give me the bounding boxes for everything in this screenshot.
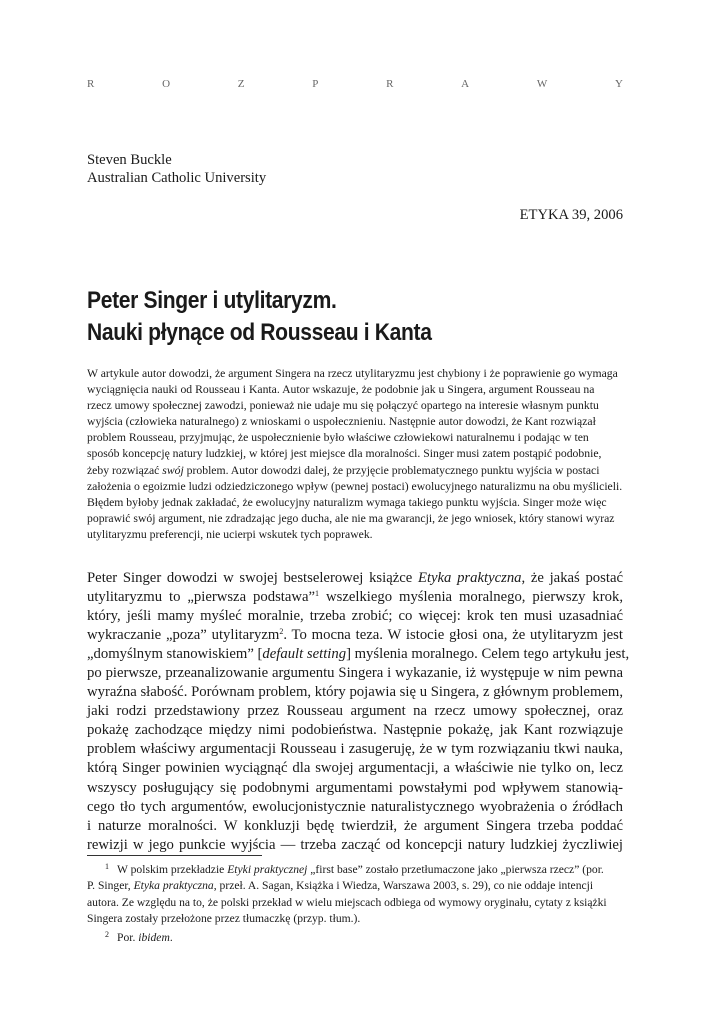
- author-block: [87, 151, 266, 187]
- abstract-line: [87, 463, 623, 479]
- body-line: pokażę zachodzące między nimi podobieństwa. Następnie pokażę, jak Kant rozwiązuje: [87, 722, 623, 739]
- footnote-emphasis: Etyki praktycznej: [227, 863, 308, 876]
- book-title: Etyka praktyczna: [417, 570, 522, 586]
- body-line: który, jeśli mamy myśleć moralnie, trzeba zrobić; co więcej: krok ten musi uzasadniać: [87, 608, 623, 625]
- footnote-number: 1: [105, 862, 109, 871]
- abstract-text: problem. Autor dowodzi dalej, że przyjęcie problematycznego punktu wyjścia w postaci: [183, 463, 600, 477]
- abstract-line: wyjścia (człowieka naturalnego) z wnioskami o uspołecznieniu. Następnie autor dowodzi, że Kant rozwiązał: [87, 415, 596, 429]
- body-text: utylitaryzmu to „pierwsza podstawa”: [87, 589, 316, 606]
- footnote-emphasis: ibidem: [138, 931, 170, 945]
- running-head-letter: W: [536, 78, 548, 90]
- abstract-line: sposób koncepcję natury ludzkiej, w której jest miejsce dla moralności. Singer musi zatem postąpić podobnie,: [87, 447, 602, 461]
- footnote-line: [87, 927, 623, 946]
- body-line: [87, 645, 630, 664]
- body-line: cego tło tych argumentów, ewolucjonistycznie naturalistycznego wyobrażenia o źródłach: [87, 798, 623, 815]
- body-line: wszyscy posługujący się podobnymi argumentami powstałymi pod wpływem stanowią-: [87, 779, 623, 796]
- footnote-divider: [87, 855, 262, 856]
- running-head-letter: R: [386, 78, 394, 90]
- running-head-letter: R: [87, 78, 95, 90]
- footnote-text: Por.: [117, 931, 139, 945]
- body-text: ] myślenia moralnego. Celem tego artykułu jest,: [346, 646, 630, 663]
- title-line: Nauki płynące od Rousseau i Kanta: [87, 319, 432, 346]
- author-name: Steven Buckle: [87, 152, 172, 168]
- footnote-text: , przeł. A. Sagan, Książka i Wiedza, Warszawa 2003, s. 29), co nie oddaje intencji: [213, 879, 594, 893]
- body-line: [87, 626, 623, 645]
- body-line: problem właściwy argumentacji Rousseau i zasugeruję, że w tym rozwiązaniu tkwi nauka,: [87, 741, 623, 758]
- footnote-line: autora. Ze względu na to, że polski przekład w wielu miejscach odbiega od wymowy oryginału, cytaty z książki: [87, 895, 607, 909]
- footnote-text: W polskim przekładzie: [117, 863, 228, 876]
- running-head-letter: P: [312, 78, 319, 90]
- footnote-line: [87, 878, 623, 894]
- footnotes: [87, 859, 623, 946]
- journal-reference: ETYKA 39, 2006: [519, 207, 623, 223]
- footnote-number: 2: [105, 930, 109, 940]
- footnote-text: „first base” zostało przetłumaczone jako „pierwsza rzecz” (por.: [307, 863, 604, 876]
- abstract-line: W artykule autor dowodzi, że argument Singera na rzecz utylitaryzmu jest chybiony i że poprawienie go wymaga: [87, 367, 618, 380]
- abstract-text: żeby rozwiązać: [87, 463, 163, 477]
- running-head-letter: O: [162, 78, 171, 90]
- body-paragraph: [87, 569, 630, 855]
- title-line: Peter Singer i utylitaryzm.: [87, 287, 337, 314]
- body-text: . To mocna teza. W istocie głosi ona, że utylitaryzm jest: [283, 627, 623, 644]
- body-line: [87, 569, 623, 588]
- body-line: i naturze moralności. W konkluzji będę twierdził, że argument Singera trzeba poddać: [87, 817, 623, 834]
- body-line: po pierwsze, przeanalizowanie argumentu Singera i wykazanie, iż występuje w nim pewna: [87, 665, 623, 682]
- body-text: Peter Singer dowodzi w swojej bestselerowej książce: [87, 570, 418, 586]
- abstract-line: Błędem byłoby jednak zakładać, że ewolucyjny naturalizm wymaga takiego punktu wyjścia. Singer może więc: [87, 495, 607, 509]
- body-line: którą Singer powinien wyciągnąć dla swojej argumentacji, a właściwie nie tylko on, lecz: [87, 760, 623, 777]
- abstract-line: utylitaryzmu preferencji, nie ucierpi wskutek tych poprawek.: [87, 527, 373, 541]
- footnote-ref[interactable]: 2: [279, 627, 284, 637]
- body-text: , że jakaś postać: [521, 570, 623, 586]
- article-title: [87, 285, 551, 349]
- body-text: wszelkiego myślenia moralnego, pierwszy krok,: [319, 589, 623, 606]
- footnote-ref[interactable]: 1: [315, 589, 320, 599]
- author-affiliation: Australian Catholic University: [87, 170, 267, 186]
- abstract-line: poprawić swój argument, nie zdradzając jego ducha, ale nie ma gwarancji, że jego wniosek, który stanowi wyraz: [87, 511, 615, 525]
- body-line: wyraźna słabość. Porównam problem, który pojawia się u Singera, z głównym problemem,: [87, 684, 623, 701]
- footnote-text: P. Singer,: [87, 879, 134, 893]
- body-text: „domyślnym stanowiskiem” [: [87, 646, 263, 663]
- abstract-line: rzecz umowy społecznej zawodzi, ponieważ nie udaje mu się połączyć opartego na interesie własnym punktu: [87, 399, 599, 413]
- abstract-line: założenia o egoizmie ludzi odziedziczonego wpływ (pewnej postaci) ewolucyjnego naturalizmu na obu myślicieli.: [87, 479, 623, 493]
- body-line: rewizji w jego punkcie wyjścia — trzeba zacząć od koncepcji natury ludzkiej życzliwiej: [87, 836, 623, 853]
- body-line: jaki rodzi przedstawiony przez Rousseau argument na rzecz umowy społecznej, oraz: [87, 703, 623, 720]
- running-head-letter: A: [461, 78, 470, 90]
- footnote-line: [87, 859, 623, 878]
- footnote-emphasis: Etyka praktyczna: [133, 879, 214, 893]
- footnote-text: .: [169, 931, 173, 945]
- body-text: wykraczanie „poza” utylitaryzm: [87, 627, 280, 644]
- running-head-letter: Z: [237, 78, 245, 90]
- footnote-line: Singera zostały przełożone przez tłumaczkę (przyp. tłum.).: [87, 911, 361, 925]
- abstract-line: wyciągnięcia nauki od Rousseau i Kanta. Autor wskazuje, że podobnie jak u Singera, argument Rousseau na: [87, 383, 595, 397]
- running-head: [87, 78, 623, 90]
- abstract-line: problem Rousseau, przyjmując, że uspołecznienie było właściwe człowiekowi naturalnemu i podając w ten: [87, 431, 589, 445]
- body-emphasis: default setting: [262, 646, 347, 663]
- running-head-letter: Y: [614, 78, 623, 90]
- abstract: [87, 366, 623, 543]
- body-line: [87, 588, 623, 607]
- abstract-emphasis: swój: [162, 463, 184, 477]
